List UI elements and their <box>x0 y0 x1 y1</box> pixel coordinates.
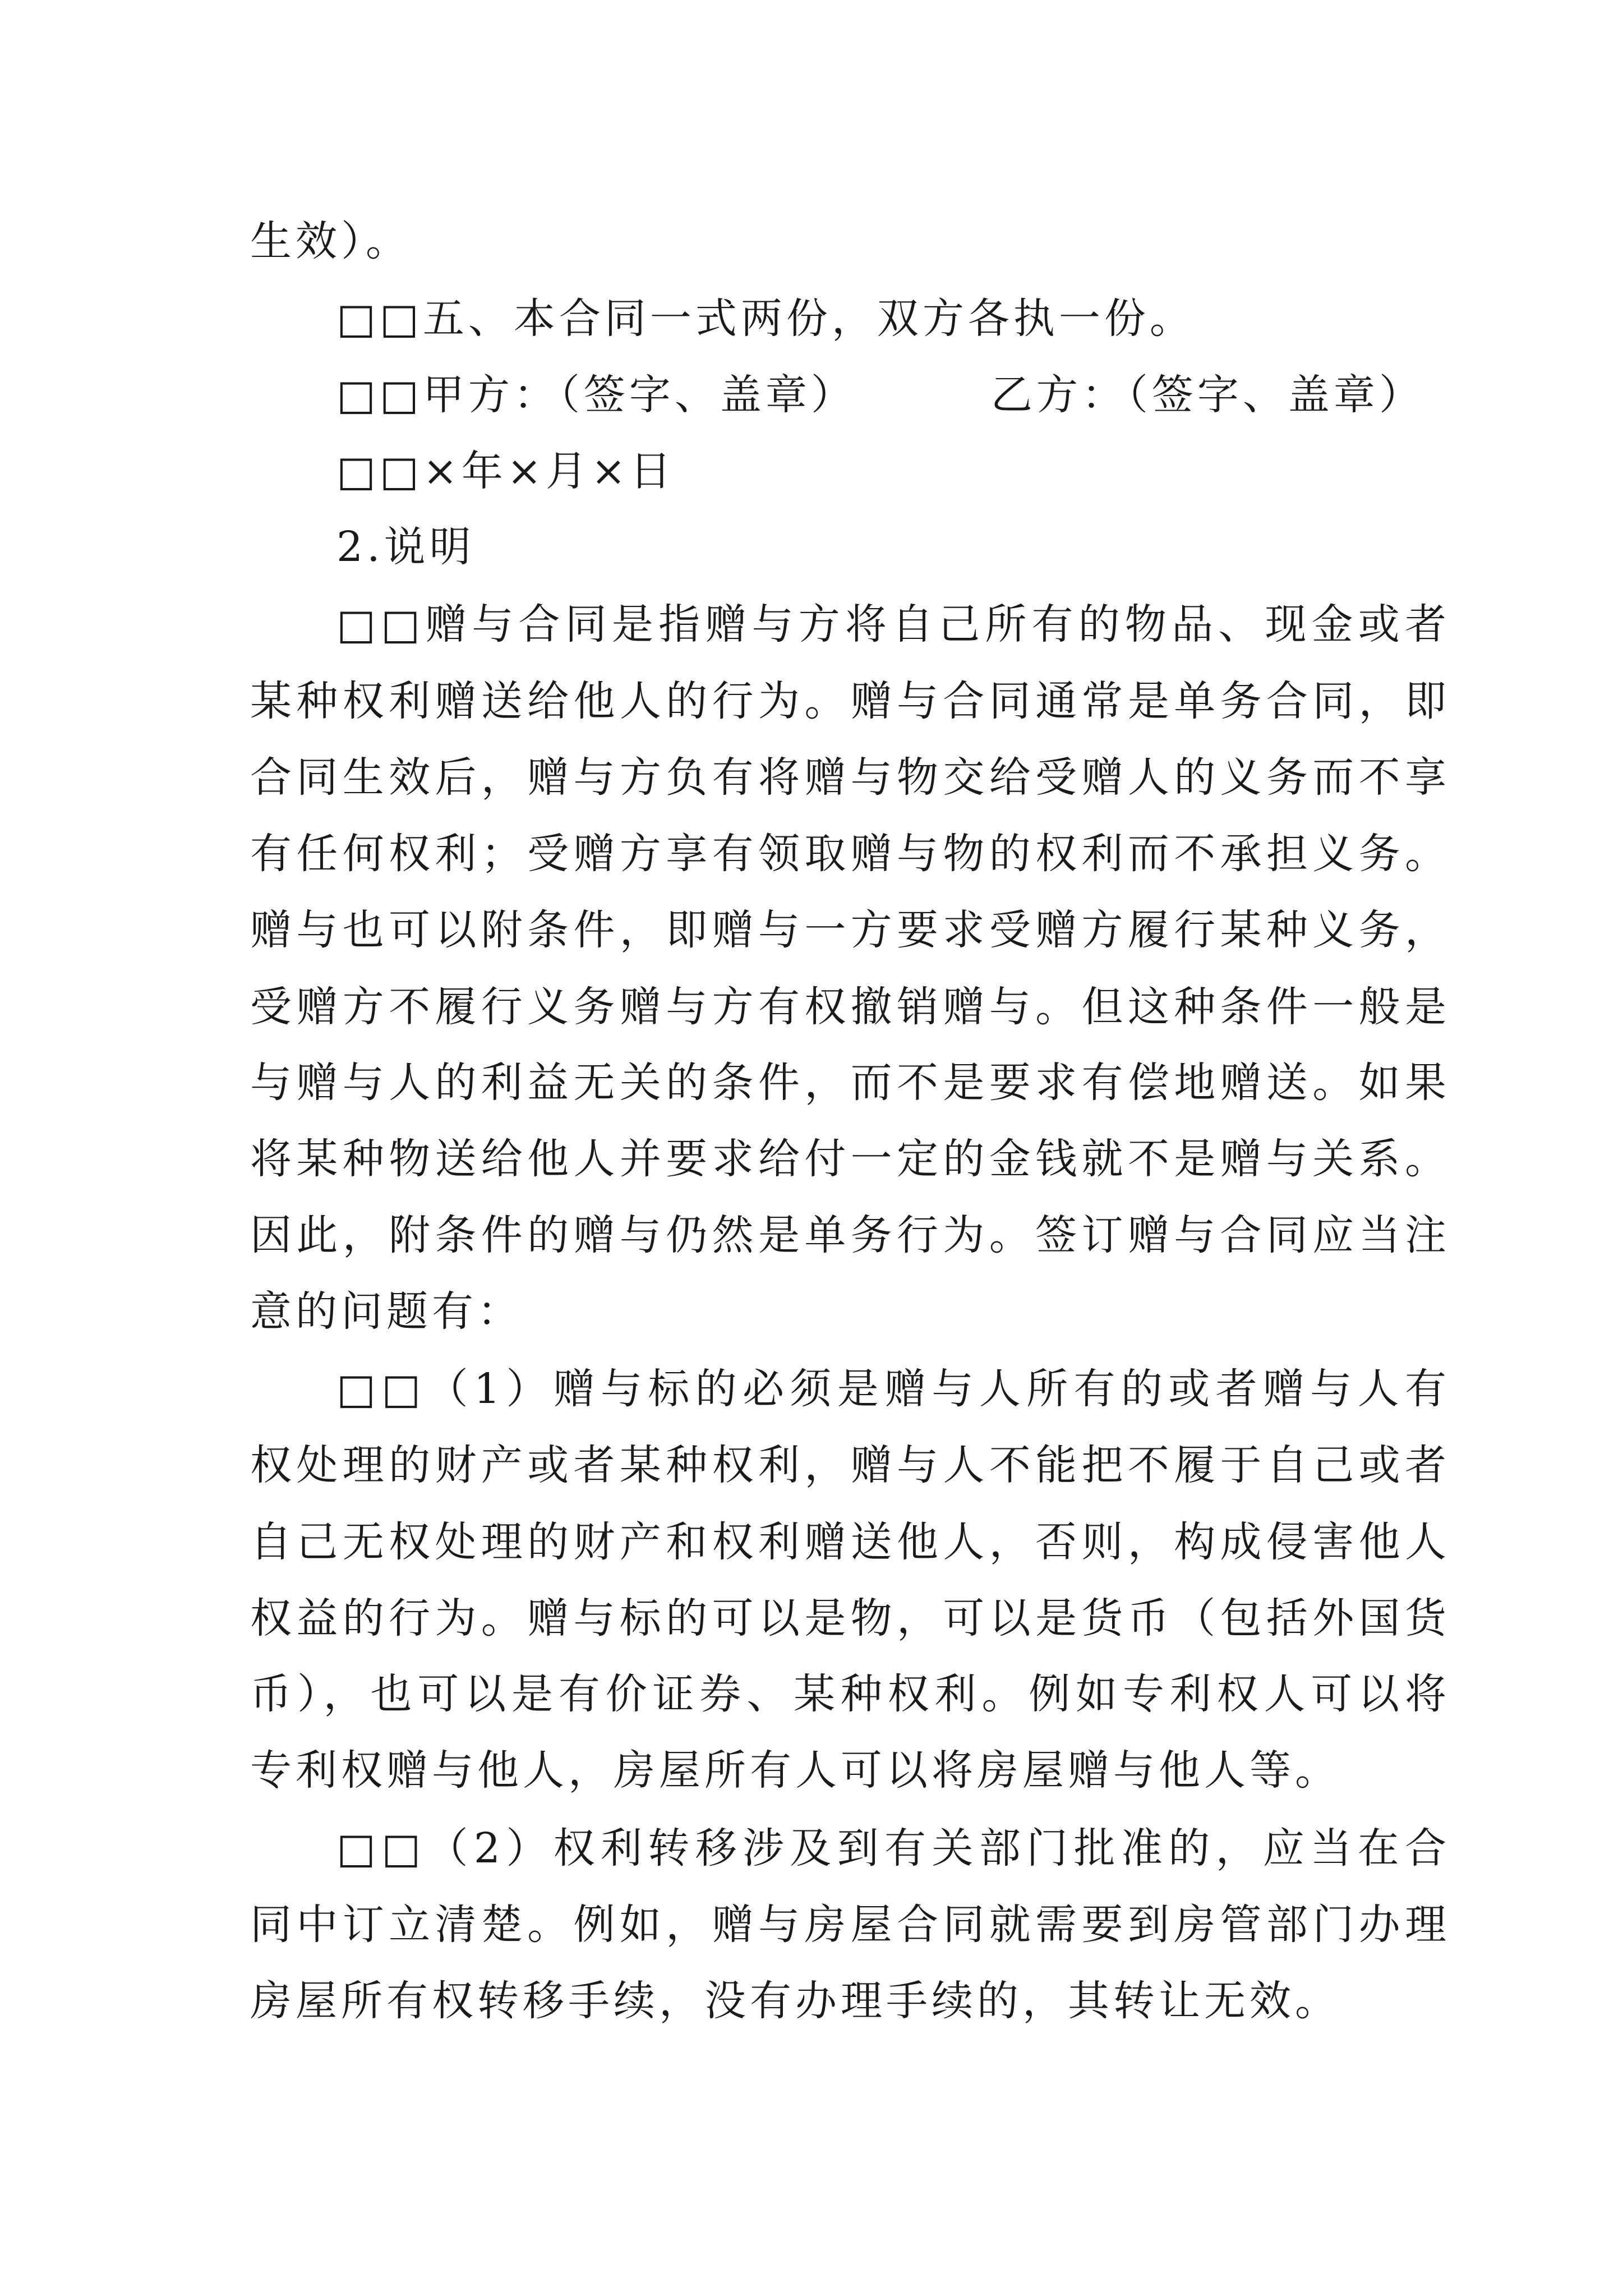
text-line: 将某种物送给他人并要求给付一定的金钱就不是赠与关系。 <box>250 1135 1450 1183</box>
text-line: 意的问题有： <box>250 1287 523 1336</box>
clause-five: □□五、本合同一式两份，双方各执一份。 <box>336 295 1195 343</box>
text-line: □□赠与合同是指赠与方将自己所有的物品、现金或者 <box>336 600 1450 648</box>
text-line: □□（2）权利转移涉及到有关部门批准的，应当在合 <box>336 1824 1450 1872</box>
text-line: 生效）。 <box>250 217 411 265</box>
text-line: 币），也可以是有价证券、某种权利。例如专利权人可以将 <box>250 1670 1450 1718</box>
section-heading: 2.说明 <box>336 523 475 571</box>
text-line: 权处理的财产或者某种权利，赠与人不能把不履于自己或者 <box>250 1441 1450 1489</box>
text-line: 自己无权处理的财产和权利赠送他人，否则，构成侵害他人 <box>250 1518 1450 1566</box>
party-b-signature: 乙方：（签字、盖章） <box>990 371 1424 419</box>
text-line: 房屋所有权转移手续，没有办理手续的，其转让无效。 <box>250 1977 1340 2025</box>
party-a-signature: □□甲方：（签字、盖章） <box>336 371 856 419</box>
text-line: 专利权赠与他人，房屋所有人可以将房屋赠与他人等。 <box>250 1746 1340 1795</box>
text-line: 同中订立清楚。例如，赠与房屋合同就需要到房管部门办理 <box>250 1901 1450 1949</box>
text-line: 权益的行为。赠与标的可以是物，可以是货币（包括外国货 <box>250 1594 1450 1642</box>
text-line: □□（1）赠与标的必须是赠与人所有的或者赠与人有 <box>336 1365 1450 1413</box>
text-line: 与赠与人的利益无关的条件，而不是要求有偿地赠送。如果 <box>250 1059 1450 1107</box>
text-line: 合同生效后，赠与方负有将赠与物交给受赠人的义务而不享 <box>250 753 1450 802</box>
date-line: □□×年×月×日 <box>336 447 675 495</box>
text-line: 某种权利赠送给他人的行为。赠与合同通常是单务合同，即 <box>250 677 1450 725</box>
text-line: 因此，附条件的赠与仍然是单务行为。签订赠与合同应当注 <box>250 1211 1450 1259</box>
signature-line <box>336 367 1450 423</box>
text-line: 受赠方不履行义务赠与方有权撤销赠与。但这种条件一般是 <box>250 983 1450 1031</box>
text-line: 有任何权利；受赠方享有领取赠与物的权利而不承担义务。 <box>250 830 1450 878</box>
text-line: 赠与也可以附条件，即赠与一方要求受赠方履行某种义务， <box>250 906 1450 954</box>
